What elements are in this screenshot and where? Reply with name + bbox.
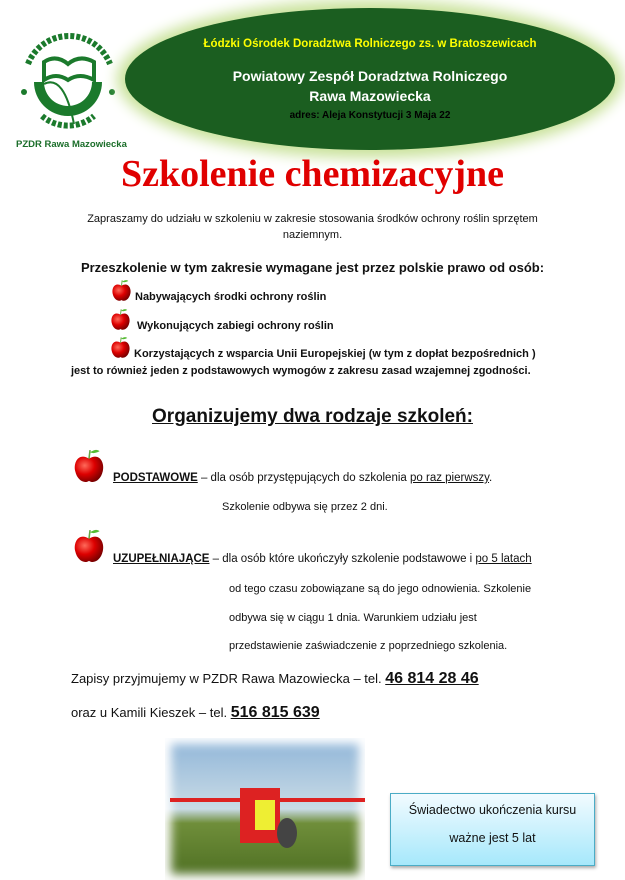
requirement-heading: Przeszkolenie w tym zakresie wymagane jest przez polskie prawo od osób: xyxy=(80,260,545,275)
basic-highlight: po raz pierwszy xyxy=(410,472,490,484)
contact-office-text: Zapisy przyjmujemy w PZDR Rawa Mazowiecka – tel. xyxy=(71,671,386,686)
requirement-note: jest to również jeden z podstawowych wymogów z zakresu zasad wzajemnej zgodności. xyxy=(71,365,531,377)
apple-bullet-icon xyxy=(73,528,105,564)
refresher-line2: od tego czasu zobowiązane są do jego odnowienia. Szkolenie xyxy=(229,583,532,595)
refresher-line4: przedstawienie zaświadczenie z poprzedniego szkolenia. xyxy=(229,640,508,652)
office-phone: 46 814 28 46 xyxy=(385,670,479,687)
contact-person-text: oraz u Kamili Kieszek – tel. xyxy=(71,705,231,720)
refresher-highlight: po 5 latach xyxy=(475,553,532,565)
requirement-item: Korzystających z wsparcia Unii Europejskiej (w tym z dopłat bezpośrednich ) xyxy=(134,348,536,360)
certificate-line1: Świadectwo ukończenia kursu xyxy=(408,803,577,817)
basic-training xyxy=(113,472,492,484)
refresher-name: UZUPEŁNIAJĄCE xyxy=(113,553,210,565)
apple-bullet-icon xyxy=(110,336,131,359)
basic-name: PODSTAWOWE xyxy=(113,472,198,484)
requirement-item: Wykonujących zabiegi ochrony roślin xyxy=(137,320,334,332)
team-line2: Rawa Mazowiecka xyxy=(309,88,431,104)
contact-person xyxy=(71,704,320,722)
intro-line2: naziemnym. xyxy=(282,229,343,241)
sprayer-photo xyxy=(165,738,365,880)
refresher-line3: odbywa się w ciągu 1 dnia. Warunkiem udziału jest xyxy=(229,612,477,624)
types-heading: Organizujemy dwa rodzaje szkoleń: xyxy=(152,406,473,427)
refresher-desc: – dla osób które ukończyły szkolenie podstawowe i xyxy=(209,553,476,565)
contact-office xyxy=(71,670,479,688)
apple-bullet-icon xyxy=(73,448,105,484)
intro-line1: Zapraszamy do udziału w szkoleniu w zakresie stosowania środków ochrony roślin sprzętem xyxy=(87,213,538,225)
basic-duration: Szkolenie odbywa się przez 2 dni. xyxy=(222,501,388,513)
org-line: Łódzki Ośrodek Doradztwa Rolniczego zs. w Bratoszewicach xyxy=(203,38,537,50)
basic-end: . xyxy=(489,472,493,484)
team-line1: Powiatowy Zespół Doradztwa Rolniczego xyxy=(232,68,508,84)
person-phone: 516 815 639 xyxy=(230,704,320,721)
apple-bullet-icon xyxy=(111,279,132,302)
basic-desc: – dla osób przystępujących do szkolenia xyxy=(197,472,410,484)
certificate-line2: ważne jest 5 lat xyxy=(449,831,536,845)
apple-bullet-icon xyxy=(110,308,131,331)
bratoszewice-logo xyxy=(14,24,122,136)
requirement-item: Nabywających środki ochrony roślin xyxy=(135,291,327,303)
certificate-box xyxy=(390,793,595,866)
page-title: Szkolenie chemizacyjne xyxy=(120,153,505,195)
address: adres: Aleja Konstytucji 3 Maja 22 xyxy=(289,110,451,121)
office-label: PZDR Rawa Mazowiecka xyxy=(16,139,127,150)
refresher-training xyxy=(113,553,532,565)
